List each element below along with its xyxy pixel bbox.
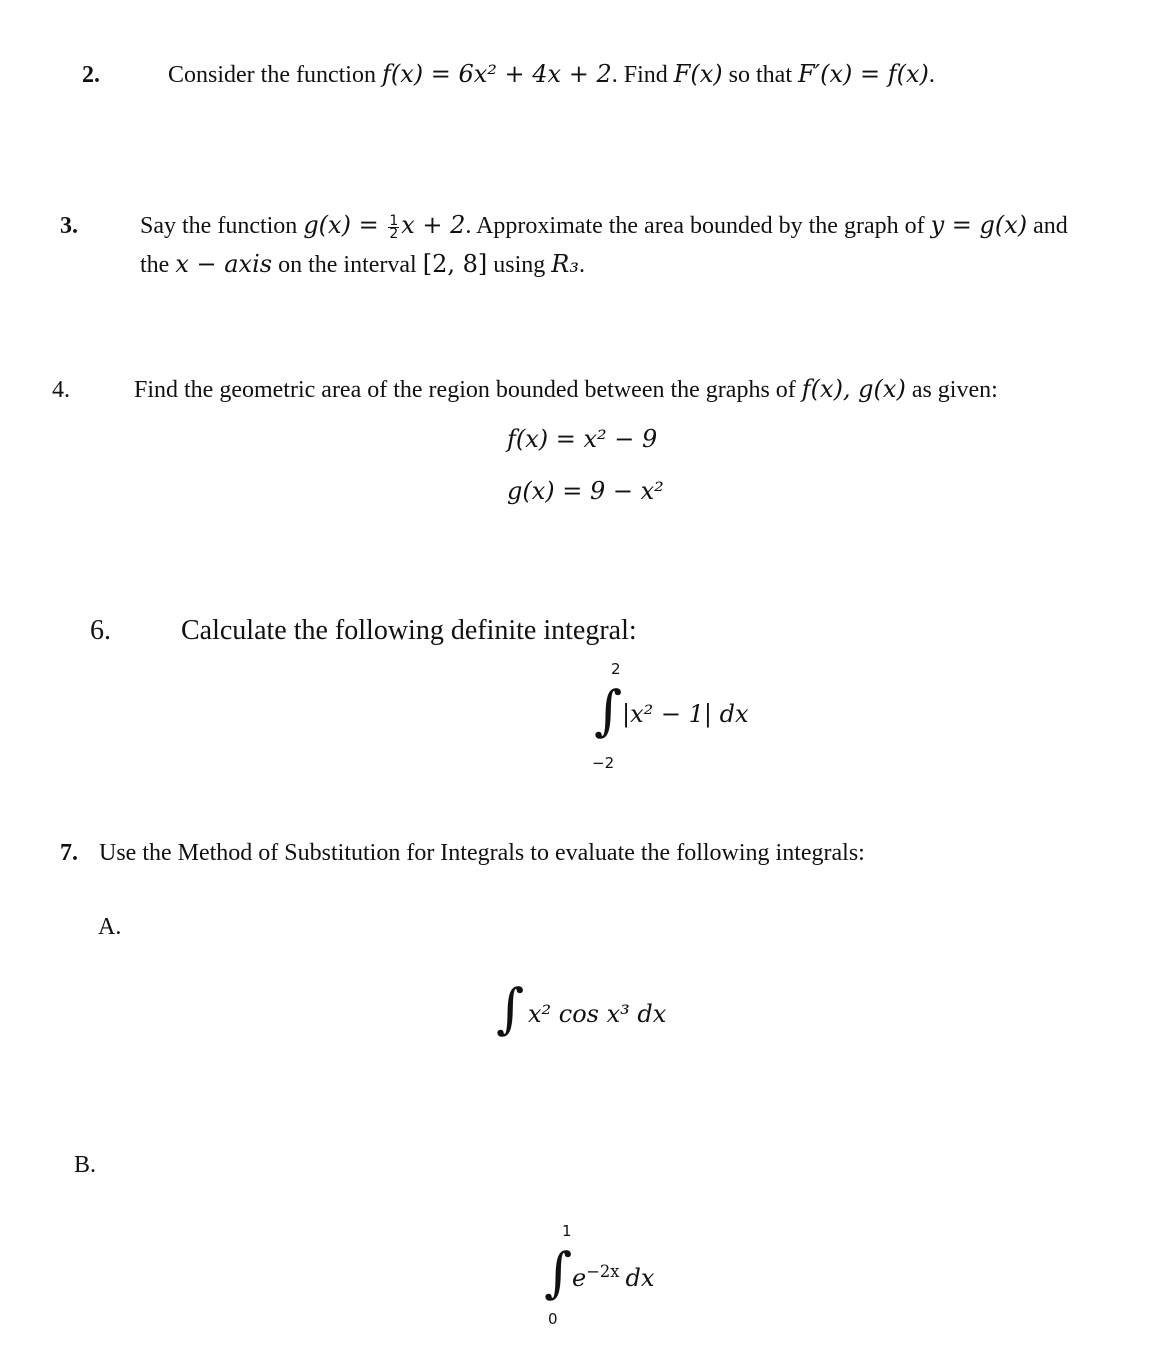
q3-text-a: Say the function	[140, 213, 304, 239]
q3-y-equation: y = g(x)	[930, 211, 1028, 239]
q3-riemann-sum: R₃	[551, 250, 579, 278]
question-4-number: 4.	[52, 377, 70, 403]
q2-text-d: .	[928, 62, 935, 88]
q7-part-a-integral	[490, 977, 710, 1050]
q3-fraction-denominator: 2	[389, 225, 399, 242]
q7-part-b-integrand	[572, 1262, 654, 1293]
q7-part-b-lower-limit: 0	[548, 1310, 558, 1328]
integral-sign-icon: ∫	[594, 679, 623, 742]
q7-part-a-label: A.	[98, 914, 122, 940]
q3-text-c: and	[1027, 213, 1068, 239]
q3-line2-c: using	[487, 252, 552, 278]
question-2-text	[168, 60, 935, 89]
question-3-line-1	[140, 211, 1068, 240]
q7-part-b-integral	[540, 1222, 720, 1332]
integral-sign-icon: ∫	[544, 1241, 573, 1304]
question-3-line-2	[140, 250, 585, 279]
q3-fraction	[388, 212, 399, 242]
question-7-number: 7.	[60, 840, 78, 866]
question-7-text: Use the Method of Substitution for Integrals to evaluate the following integrals:	[99, 840, 865, 866]
q6-upper-limit: 2	[611, 660, 621, 678]
q3-fraction-numerator: 1	[389, 212, 399, 229]
q3-g-lhs: g(x) =	[303, 211, 387, 239]
q6-lower-limit: −2	[592, 754, 615, 772]
question-6-number: 6.	[90, 615, 111, 646]
q2-function-definition: f(x) = 6x² + 4x + 2	[381, 60, 612, 88]
q6-definite-integral	[580, 660, 780, 780]
q3-line2-a: the	[140, 252, 176, 278]
q2-text-b: . Find	[611, 62, 674, 88]
q7-part-a-integrand: x² cos x³ dx	[528, 1000, 667, 1028]
q7-part-b-label: B.	[74, 1152, 97, 1178]
q4-equation-g: g(x) = 9 − x²	[507, 477, 664, 505]
q2-condition: F′(x) = f(x)	[797, 60, 929, 88]
integral-sign-icon: ∫	[496, 977, 525, 1040]
q4-text-a: Find the geometric area of the region bounded between the graphs of	[134, 377, 802, 403]
q4-text-b: as given:	[905, 377, 998, 403]
q3-interval: [2, 8]	[422, 250, 488, 278]
q2-text-a: Consider the function	[168, 62, 382, 88]
question-6-text: Calculate the following definite integral:	[181, 615, 637, 646]
q3-axis: x − axis	[175, 250, 273, 278]
question-3-number: 3.	[60, 213, 78, 239]
q3-line2-b: on the interval	[272, 252, 423, 278]
q2-text-c: so that	[722, 62, 798, 88]
question-4-text	[134, 375, 998, 404]
q3-g-rhs: x + 2	[401, 211, 466, 239]
question-2-number: 2.	[82, 62, 100, 88]
q3-line2-d: .	[578, 252, 585, 278]
q7-part-b-upper-limit: 1	[562, 1222, 572, 1240]
q2-antiderivative: F(x)	[673, 60, 723, 88]
q6-integrand: |x² − 1| dx	[622, 700, 749, 728]
q3-text-b: . Approximate the area bounded by the graph of	[465, 213, 931, 239]
q7-part-b-dx: dx	[625, 1263, 655, 1292]
q7-part-b-exponent: −2x	[586, 1262, 620, 1281]
q7-part-b-base: e	[572, 1263, 587, 1292]
q4-functions: f(x), g(x)	[801, 375, 906, 403]
q4-equation-f: f(x) = x² − 9	[507, 425, 658, 453]
